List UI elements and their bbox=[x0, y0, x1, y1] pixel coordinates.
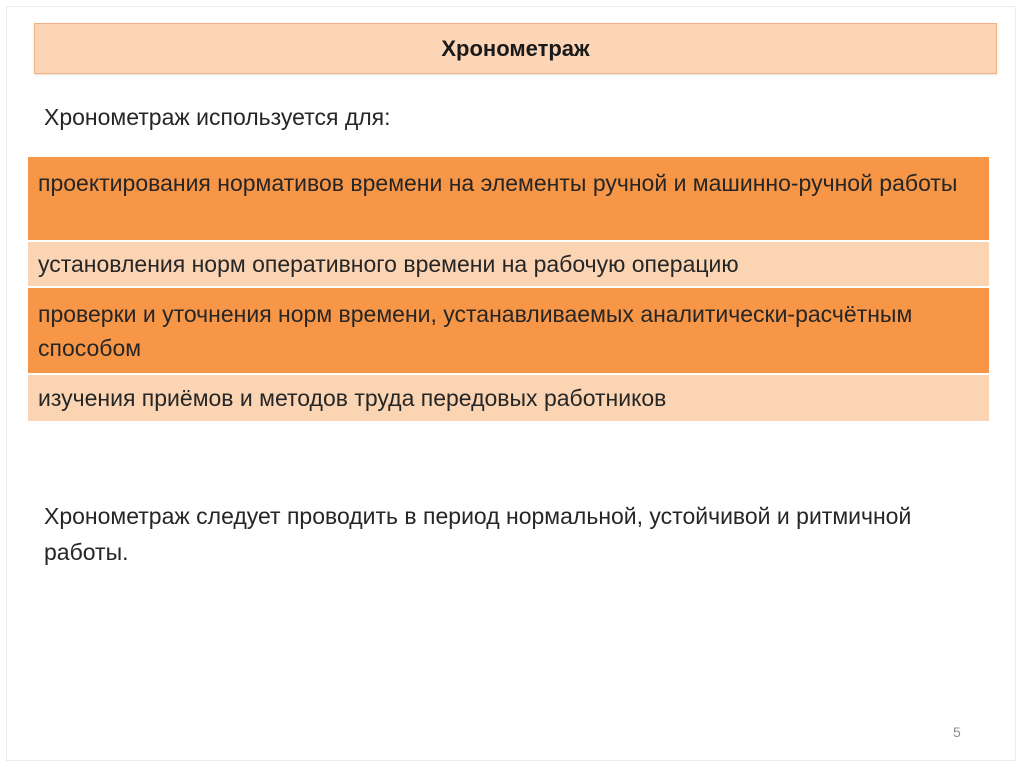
title-bar bbox=[34, 23, 997, 74]
usage-list bbox=[28, 157, 989, 423]
list-item: изучения приёмов и методов труда передовых работников bbox=[28, 375, 989, 423]
closing-text: Хронометраж следует проводить в период нормальной, устойчивой и ритмичной работы. bbox=[44, 503, 912, 565]
list-item: проверки и уточнения норм времени, устанавливаемых аналитически-расчётным способом bbox=[28, 288, 989, 375]
intro-text: Хронометраж используется для: bbox=[44, 104, 391, 130]
list-item: установления норм оперативного времени на рабочую операцию bbox=[28, 242, 989, 288]
list-item: проектирования нормативов времени на элементы ручной и машинно-ручной работы bbox=[28, 157, 989, 242]
page-number: 5 bbox=[953, 724, 961, 740]
slide-title: Хронометраж bbox=[441, 35, 590, 61]
